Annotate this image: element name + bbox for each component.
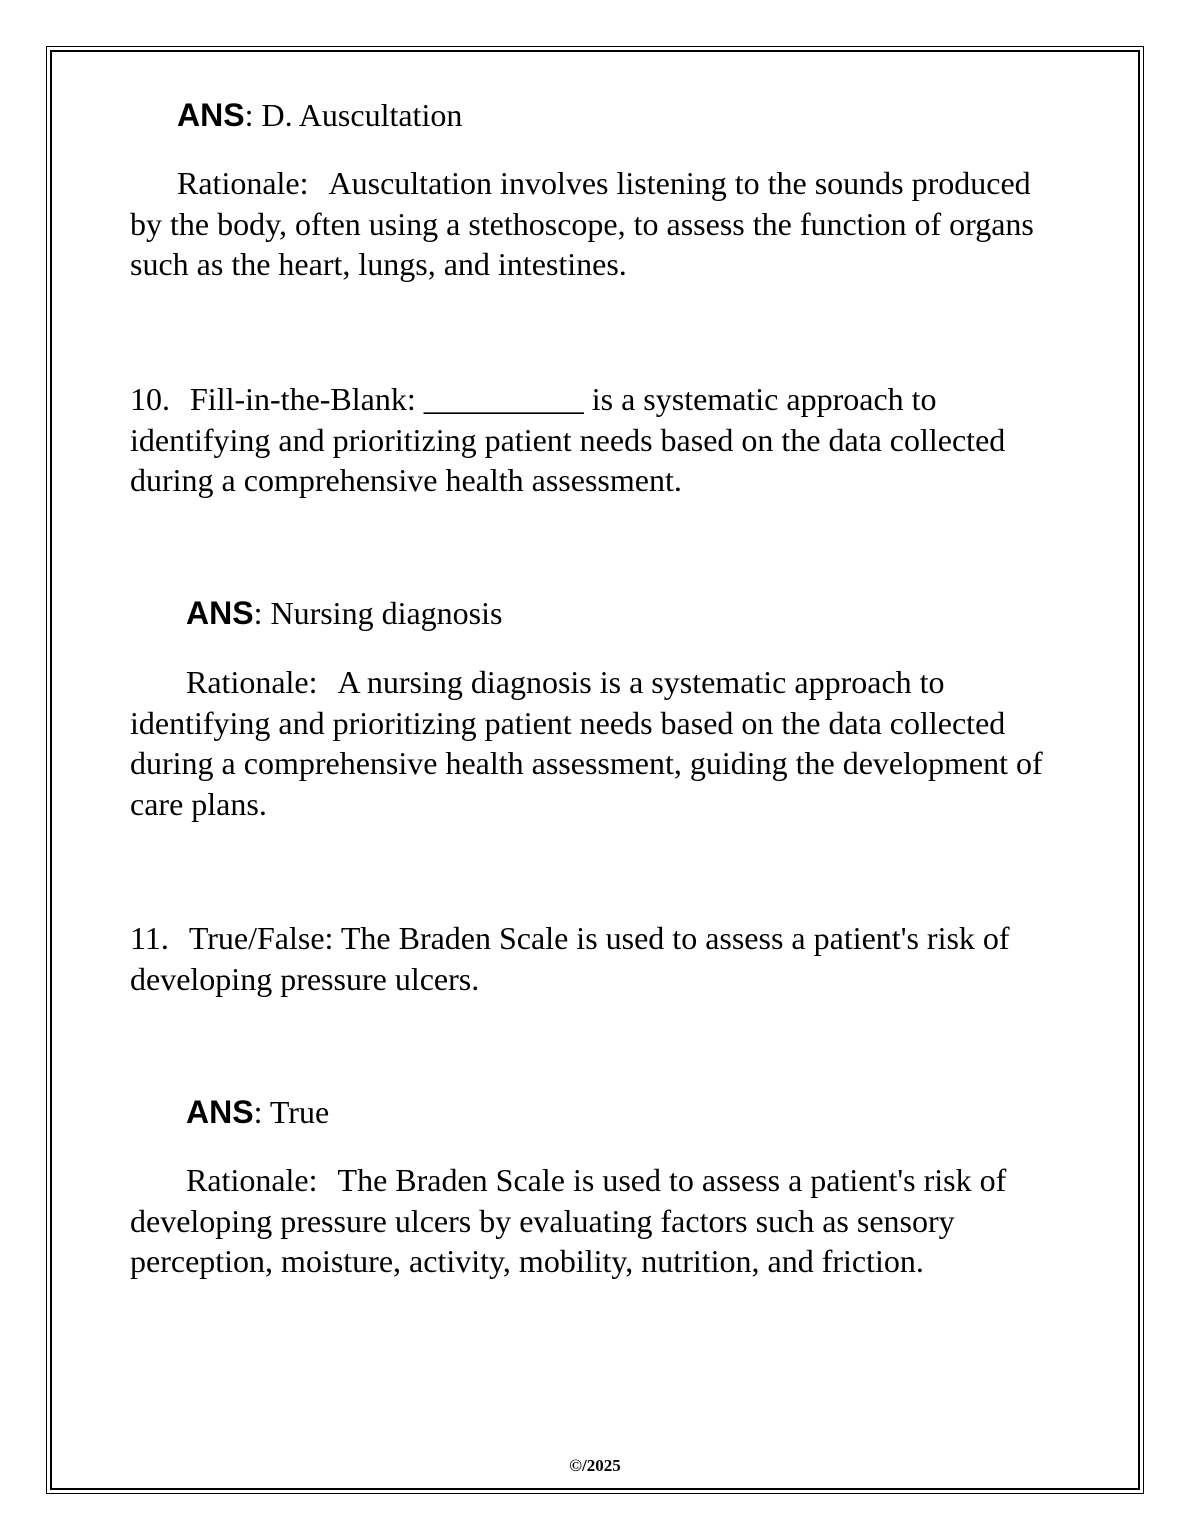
- question-text: Fill-in-the-Blank: __________ is a systematic approach to identifying and prioritizing patient needs based on the data collected during a comprehensive health assessment.: [130, 381, 1006, 498]
- page-footer: ©/2025: [569, 1456, 621, 1475]
- answer-text: True: [262, 1094, 330, 1130]
- rationale-text: The Braden Scale is used to assess a patient's risk of developing pressure ulcers by evaluating factors such as sensory perception, moisture, activity, mobility, nutrition, and friction.: [130, 1162, 1007, 1279]
- question-paragraph: [130, 918, 1060, 999]
- rationale-text: Auscultation involves listening to the sounds produced by the body, often using a stethoscope, to assess the function of organs such as the heart, lungs, and intestines.: [130, 165, 1034, 282]
- question-text: True/False: The Braden Scale is used to assess a patient's risk of developing pressure ulcers.: [130, 920, 1010, 997]
- answer-line: [130, 95, 1107, 136]
- answer-sep: :: [244, 97, 254, 133]
- rationale-paragraph: [130, 662, 1060, 824]
- answer-text: D. Auscultation: [253, 97, 463, 133]
- answer-text: Nursing diagnosis: [262, 595, 503, 631]
- rationale-label: Rationale:: [186, 1162, 318, 1198]
- question-paragraph: [130, 379, 1060, 501]
- answer-label: ANS: [186, 1094, 254, 1130]
- rationale-text: A nursing diagnosis is a systematic approach to identifying and prioritizing patient needs based on the data collected during a comprehensive health assessment, guiding the development of care plans.: [130, 664, 1043, 822]
- rationale-label: Rationale:: [186, 664, 318, 700]
- answer-sep: :: [253, 1094, 263, 1130]
- answer-label: ANS: [177, 97, 245, 133]
- question-number: 11.: [130, 920, 169, 956]
- question-number: 10.: [130, 381, 170, 417]
- answer-line: [130, 593, 1116, 634]
- answer-label: ANS: [186, 595, 254, 631]
- rationale-paragraph: [130, 1160, 1060, 1282]
- answer-sep: :: [253, 595, 263, 631]
- answer-line: [130, 1092, 1116, 1133]
- rationale-paragraph: [130, 163, 1060, 285]
- rationale-label: Rationale:: [177, 165, 309, 201]
